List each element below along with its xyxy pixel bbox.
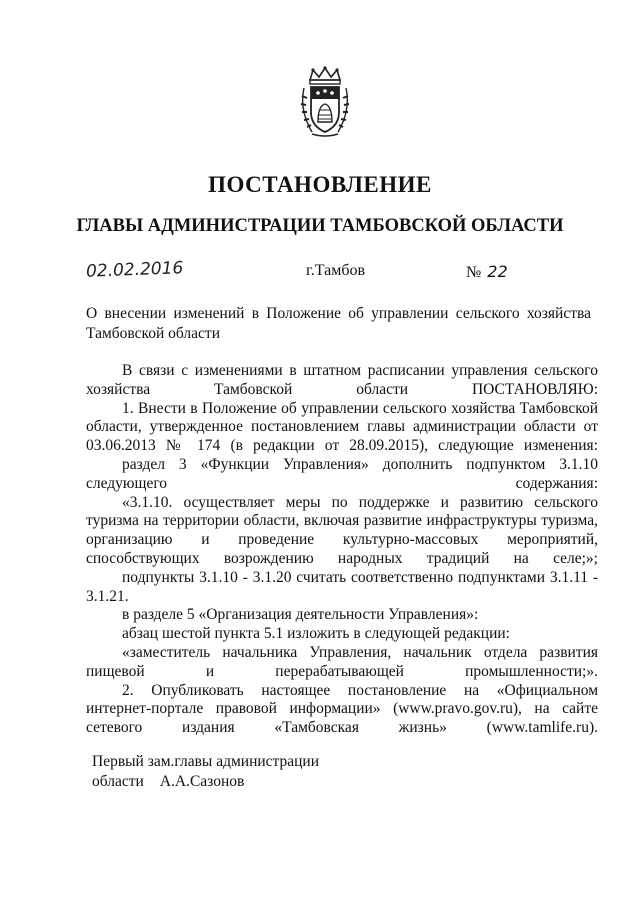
paragraph-quote-deputy: «заместитель начальника Управления, начальник отдела развития пищевой и перерабатывающей промышленности;». [86, 643, 598, 680]
document-number [466, 262, 508, 282]
signature-position-region: области [92, 773, 144, 790]
document-body [86, 362, 598, 738]
document-date: 02.02.2016 [85, 258, 184, 282]
paragraph-quote-3-1-10: «3.1.10. осуществляет меры по поддержке и развитию сельского туризма на территории области, включая развитие инфраструктуры туризма, организацию и проведение культурно-массовых мероприятий, способствующих возрождению народных традиций на селе;»; [86, 493, 598, 567]
paragraph-5-1: абзац шестой пункта 5.1 изложить в следующей редакции: [122, 625, 510, 643]
signature-line [92, 772, 319, 792]
paragraph-preamble: В связи с изменениями в штатном расписании управления сельского хозяйства Тамбовской области ПОСТАНОВЛЯЮ: [86, 362, 598, 398]
paragraph-item-2: 2. Опубликовать настоящее постановление на «Официальном интернет-портале правовой информации» (www.pravo.gov.ru), на сайте сетевого издания «Тамбовская жизнь» (www.tamlife.ru). [86, 681, 598, 737]
paragraph-renumber: подпункты 3.1.10 - 3.1.20 считать соответственно подпунктами 3.1.11 - 3.1.21. [86, 568, 598, 605]
signature-position: Первый зам.главы администрации [92, 753, 320, 770]
document-title: ПОСТАНОВЛЕНИЕ [208, 172, 432, 197]
document-subtitle: ГЛАВЫ АДМИНИСТРАЦИИ ТАМБОВСКОЙ ОБЛАСТИ [76, 216, 564, 236]
paragraph-section-3: раздел 3 «Функции Управления» дополнить подпунктом 3.1.10 следующего содержания: [86, 455, 598, 492]
paragraph-section-5: в разделе 5 «Организация деятельности Управления»: [122, 606, 479, 624]
signature-name: А.А.Сазонов [159, 773, 245, 790]
number-label: № [466, 264, 482, 281]
document-city: г.Тамбов [306, 262, 366, 279]
coat-of-arms-icon [298, 66, 352, 138]
number-value: 22 [487, 262, 508, 281]
paragraph-item-1: 1. Внести в Положение об управлении сельского хозяйства Тамбовской области, утвержденное постановлением главы администрации области от 03.06.2013 № 174 (в редакции от 28.09.2015), следующие изменения: [86, 399, 598, 455]
document-subject: О внесении изменений в Положение об управлении сельского хозяйства Тамбовской области [86, 305, 591, 342]
signature-block [92, 752, 319, 792]
